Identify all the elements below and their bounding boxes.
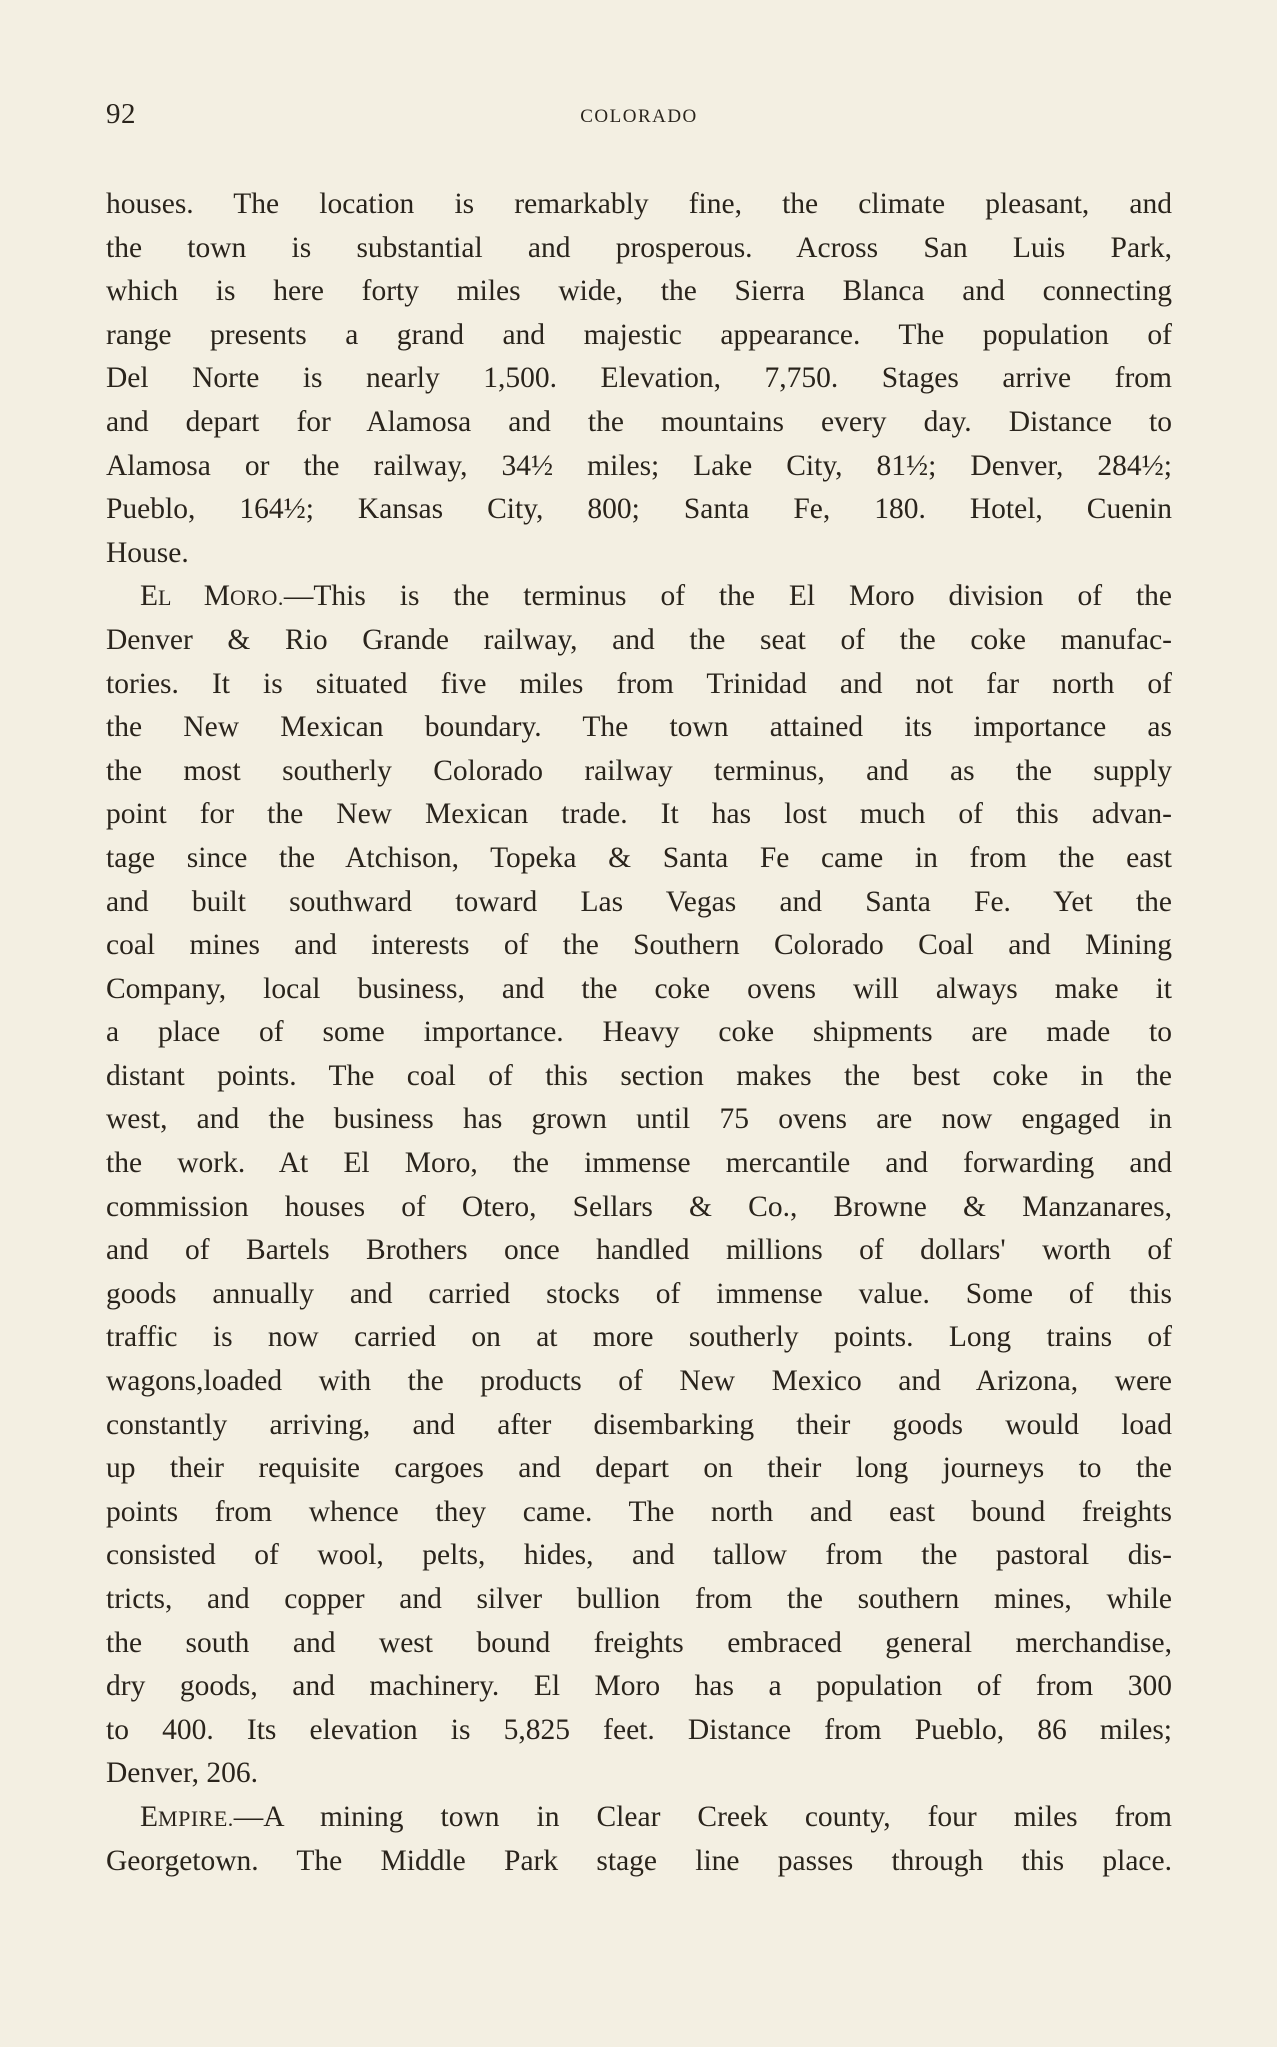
text-line: constantly arriving, and after disembarking their goods would load bbox=[106, 1408, 1172, 1441]
entry-heading-cap: E bbox=[140, 1800, 159, 1833]
text-line: points from whence they came. The north and east bound freights bbox=[106, 1495, 1172, 1528]
text-line: distant points. The coal of this section makes the best coke in the bbox=[106, 1059, 1172, 1092]
text-line: goods annually and carried stocks of immense value. Some of this bbox=[106, 1277, 1172, 1310]
text-line: Pueblo, 164½; Kansas City, 800; Santa Fe, 180. Hotel, Cuenin bbox=[106, 493, 1172, 526]
text-line: traffic is now carried on at more southerly points. Long trains of bbox=[106, 1321, 1172, 1354]
text-line: House. bbox=[106, 536, 189, 569]
text-line: Denver & Rio Grande railway, and the seat of the coke manufac- bbox=[106, 623, 1172, 656]
entry-heading-line bbox=[106, 575, 1172, 619]
body-text bbox=[106, 183, 1172, 1883]
text-line: the most southerly Colorado railway terminus, and as the supply bbox=[106, 754, 1172, 787]
page-header bbox=[106, 98, 1172, 138]
entry-heading-cap: E bbox=[140, 580, 159, 613]
text-line: the south and west bound freights embraced general merchandise, bbox=[106, 1626, 1172, 1659]
text-line: and built southward toward Las Vegas and Santa Fe. Yet the bbox=[106, 885, 1172, 918]
text-line: tories. It is situated five miles from Trinidad and not far north of bbox=[106, 667, 1172, 700]
entry-heading-rest: L bbox=[158, 585, 204, 611]
text-line: Denver, 206. bbox=[106, 1757, 259, 1790]
text-line: point for the New Mexican trade. It has lost much of this advan- bbox=[106, 798, 1172, 831]
text-line: houses. The location is remarkably fine, the climate pleasant, and bbox=[106, 188, 1172, 220]
running-head: COLORADO bbox=[580, 106, 698, 127]
text-line: and of Bartels Brothers once handled millions of dollars' worth of bbox=[106, 1234, 1172, 1267]
text-line: the town is substantial and prosperous. Across San Luis Park, bbox=[106, 231, 1172, 264]
entry-heading-cap: M bbox=[203, 580, 230, 613]
entry-heading-rest: ORO. bbox=[229, 585, 284, 611]
text-line: coal mines and interests of the Southern Colorado Coal and Mining bbox=[106, 929, 1172, 962]
text-line: consisted of wool, pelts, hides, and tallow from the pastoral dis- bbox=[106, 1539, 1172, 1572]
entry-heading-rest: MPIRE. bbox=[158, 1805, 234, 1831]
text-line: and depart for Alamosa and the mountains every day. Distance to bbox=[106, 405, 1172, 438]
text-line: tage since the Atchison, Topeka & Santa Fe came in from the east bbox=[106, 841, 1172, 874]
text-line: a place of some importance. Heavy coke shipments are made to bbox=[106, 1016, 1172, 1049]
entry-first-line: —This is the terminus of the El Moro division of the bbox=[283, 580, 1172, 613]
text-line: to 400. Its elevation is 5,825 feet. Distance from Pueblo, 86 miles; bbox=[106, 1713, 1172, 1746]
text-line: Company, local business, and the coke ovens will always make it bbox=[106, 972, 1172, 1005]
text-line: commission houses of Otero, Sellars & Co., Browne & Manzanares, bbox=[106, 1190, 1172, 1223]
text-line: range presents a grand and majestic appearance. The population of bbox=[106, 318, 1172, 351]
text-line: the work. At El Moro, the immense mercantile and forwarding and bbox=[106, 1147, 1172, 1180]
text-line: tricts, and copper and silver bullion from the southern mines, while bbox=[106, 1583, 1172, 1615]
text-line: wagons,loaded with the products of New Mexico and Arizona, were bbox=[106, 1365, 1172, 1398]
text-line: which is here forty miles wide, the Sierra Blanca and connecting bbox=[106, 275, 1172, 308]
text-line: Del Norte is nearly 1,500. Elevation, 7,750. Stages arrive from bbox=[106, 362, 1172, 395]
page-number: 92 bbox=[106, 98, 136, 130]
text-line: Alamosa or the railway, 34½ miles; Lake City, 81½; Denver, 284½; bbox=[106, 449, 1172, 482]
entry-first-line: —A mining town in Clear Creek county, four miles from bbox=[233, 1800, 1172, 1833]
text-line: west, and the business has grown until 75 ovens are now engaged in bbox=[106, 1103, 1172, 1136]
text-line: Georgetown. The Middle Park stage line passes through this place. bbox=[106, 1844, 1172, 1877]
text-line: the New Mexican boundary. The town attained its importance as bbox=[106, 711, 1172, 744]
text-line: dry goods, and machinery. El Moro has a population of from 300 bbox=[106, 1670, 1172, 1703]
text-line: up their requisite cargoes and depart on their long journeys to the bbox=[106, 1452, 1172, 1485]
entry-heading-line bbox=[106, 1796, 1172, 1840]
